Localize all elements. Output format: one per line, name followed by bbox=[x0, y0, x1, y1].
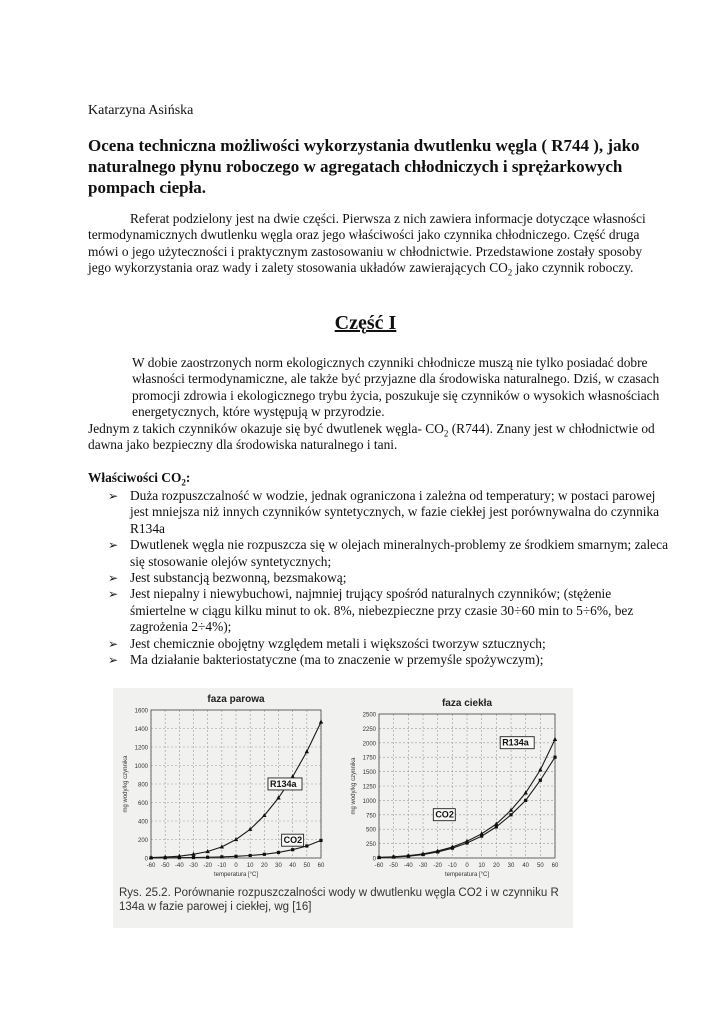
arrow-bullet-icon: ➢ bbox=[108, 571, 119, 586]
list-item bbox=[108, 586, 668, 635]
x-tick-label: -40 bbox=[174, 863, 184, 869]
arrow-bullet-icon: ➢ bbox=[108, 636, 119, 651]
x-tick-label: 20 bbox=[492, 863, 500, 869]
y-tick-label: 800 bbox=[137, 782, 148, 789]
x-tick-label: 60 bbox=[551, 863, 559, 869]
arrow-bullet-icon: ➢ bbox=[108, 489, 119, 503]
intro-paragraph bbox=[88, 211, 668, 277]
intro-tail: jako czynnik roboczy. bbox=[512, 260, 634, 276]
x-tick-label: -30 bbox=[418, 863, 428, 869]
data-point-co2 bbox=[178, 856, 181, 859]
part1-paragraph bbox=[88, 355, 668, 453]
data-point-r134a bbox=[553, 737, 557, 741]
intro-sub: 2 bbox=[507, 267, 513, 278]
list-item bbox=[108, 652, 668, 668]
data-point-co2 bbox=[319, 839, 322, 842]
series-label: R134a bbox=[502, 737, 529, 748]
list-item-text: Jest substancją bezwonną, bezsmakową; bbox=[130, 570, 347, 586]
chart-title: faza parowa bbox=[207, 694, 265, 705]
x-tick-label: -20 bbox=[433, 863, 443, 869]
x-tick-label: 30 bbox=[275, 863, 282, 869]
data-point-co2 bbox=[234, 855, 237, 858]
y-tick-label: 1750 bbox=[362, 755, 376, 762]
chart-title: faza ciekła bbox=[441, 698, 493, 709]
y-tick-label: 1400 bbox=[134, 727, 148, 733]
x-tick-label: -50 bbox=[160, 863, 170, 869]
data-point-co2 bbox=[495, 825, 498, 828]
y-tick-label: 750 bbox=[365, 813, 376, 820]
data-point-co2 bbox=[509, 813, 512, 816]
list-item-text: Jest niepalny i niewybuchowi, najmniej trujący spośród naturalnych czynników; (stężenie śmiertelne w ciągu kilku minut to ok. 8%, niebezpieczne przy czasie 30÷60 min to 5÷6%, bez zagrożenia 2÷4%); bbox=[130, 586, 634, 635]
properties-heading-sub: 2 bbox=[181, 477, 186, 488]
arrow-bullet-icon: ➢ bbox=[108, 653, 119, 668]
series-label: R134a bbox=[270, 778, 297, 789]
y-tick-label: 200 bbox=[137, 838, 148, 844]
y-tick-label: 250 bbox=[365, 842, 376, 849]
y-tick-label: 1000 bbox=[134, 764, 148, 770]
x-tick-label: 10 bbox=[478, 863, 486, 869]
x-axis-label: temperatura [°C] bbox=[213, 872, 259, 878]
part1-line2b: (R744). Znany jest w chłodnictwie od dawna jako bezpieczny dla środowiska naturalnego i tani. bbox=[88, 420, 655, 453]
data-point-co2 bbox=[539, 779, 542, 782]
x-tick-label: -60 bbox=[374, 863, 384, 869]
data-point-co2 bbox=[263, 853, 266, 856]
properties-heading-b: : bbox=[185, 470, 191, 485]
list-item bbox=[108, 537, 668, 570]
data-point-co2 bbox=[465, 841, 468, 844]
y-tick-label: 0 bbox=[144, 856, 148, 863]
part1-line2-sub: 2 bbox=[443, 428, 449, 439]
data-point-co2 bbox=[377, 856, 380, 859]
x-tick-label: -30 bbox=[189, 863, 198, 869]
data-point-co2 bbox=[277, 851, 280, 854]
y-tick-label: 0 bbox=[372, 856, 376, 863]
data-point-r134a bbox=[319, 720, 323, 724]
x-tick-label: 50 bbox=[536, 863, 544, 869]
x-tick-label: -40 bbox=[403, 863, 413, 869]
y-tick-label: 1600 bbox=[134, 708, 148, 715]
document-title: Ocena techniczna możliwości wykorzystania dwutlenku węgla ( R744 ), jako naturalnego płynu roboczego w agregatach chłodniczych i sprężarkowych pompach ciepła. bbox=[88, 136, 640, 197]
x-tick-label: 40 bbox=[522, 863, 530, 869]
solubility-charts bbox=[113, 688, 573, 888]
y-tick-label: 2250 bbox=[362, 726, 376, 733]
properties-list bbox=[108, 488, 668, 668]
properties-heading bbox=[88, 470, 190, 486]
list-item-text: Jest chemicznie obojętny względem metali i większości tworzyw sztucznych; bbox=[130, 635, 546, 651]
intro-text: Referat podzielony jest na dwie części. Pierwsza z nich zawiera informacje dotyczące własności termodynamicznych dwutlenku węgla oraz jego właściwości jako czynnika chłodniczego. Część druga mówi o jego użyteczności i praktycznym zastosowaniu w chłodnictwie. Przedstawione zostały sposoby jego wykorzystania oraz wady i zalety stosowania układów zawierających CO bbox=[88, 211, 646, 276]
data-point-co2 bbox=[164, 856, 167, 859]
list-item bbox=[108, 488, 668, 537]
y-tick-label: 600 bbox=[137, 801, 148, 807]
solubility-figure bbox=[113, 688, 573, 928]
x-axis-label: temperatura [°C] bbox=[444, 872, 490, 878]
data-point-r134a bbox=[538, 767, 542, 771]
part1-line2a: Jednym z takich czynników okazuje się być dwutlenek węgla- CO bbox=[88, 420, 444, 436]
data-point-co2 bbox=[149, 856, 152, 859]
x-tick-label: 30 bbox=[507, 863, 515, 869]
y-tick-label: 2500 bbox=[362, 712, 376, 719]
x-tick-label: 60 bbox=[317, 863, 325, 869]
list-item-text: Duża rozpuszczalność w wodzie, jednak ograniczona i zależna od temperatury; w postaci parowej jest mniejsza niż innych czynników syntetycznych, w fazie ciekłej jest porównywalna do czynnika R134a bbox=[130, 488, 660, 536]
y-tick-label: 2000 bbox=[362, 741, 376, 748]
series-label: CO2 bbox=[283, 835, 303, 846]
arrow-bullet-icon: ➢ bbox=[108, 587, 119, 602]
series-label: CO2 bbox=[435, 809, 454, 820]
y-tick-label: 1200 bbox=[134, 745, 148, 752]
data-point-co2 bbox=[480, 835, 483, 838]
author-name: Katarzyna Asińska bbox=[88, 103, 194, 118]
y-tick-label: 400 bbox=[137, 819, 148, 826]
data-point-co2 bbox=[192, 856, 195, 859]
x-tick-label: -10 bbox=[447, 863, 457, 869]
properties-heading-a: Właściwości CO bbox=[88, 470, 182, 485]
part1-line2 bbox=[88, 421, 668, 454]
data-point-co2 bbox=[305, 844, 308, 847]
part1-line1: W dobie zaostrzonych norm ekologicznych czynniki chłodnicze muszą nie tylko posiadać dobre własności termodynamiczne, ale także być przyjazne dla środowiska naturalnego. Dziś, w czasach promocji zdrowia i ekologicznego trybu życia, poszukuje się czynników o wysokich własnościach energetycznych, które występują w przyrodzie. bbox=[132, 355, 660, 420]
data-point-co2 bbox=[524, 799, 527, 802]
section-heading: Część I bbox=[334, 312, 397, 334]
x-tick-label: 40 bbox=[289, 863, 297, 869]
x-tick-label: 50 bbox=[303, 863, 311, 869]
data-point-co2 bbox=[553, 756, 556, 759]
figure-caption: Rys. 25.2. Porównanie rozpuszczalności wody w dwutlenku węgla CO2 i w czynniku R 134a w fazie parowej i ciekłej, wg [16] bbox=[119, 887, 559, 913]
list-item-text: Dwutlenek węgla nie rozpuszcza się w olejach mineralnych-problemy ze środkiem smarnym; zaleca się stosowanie olejów syntetycznych; bbox=[130, 537, 669, 569]
y-axis-label: mg wody/kg czynnika bbox=[123, 755, 129, 813]
y-tick-label: 1250 bbox=[362, 784, 376, 791]
x-tick-label: -20 bbox=[203, 863, 213, 869]
data-point-co2 bbox=[220, 855, 223, 858]
y-axis-label: mg wody/kg czynnika bbox=[351, 757, 357, 815]
data-point-r134a bbox=[305, 749, 309, 753]
data-point-co2 bbox=[436, 850, 439, 853]
data-point-co2 bbox=[206, 856, 209, 859]
x-tick-label: 0 bbox=[234, 863, 238, 869]
data-point-co2 bbox=[407, 855, 410, 858]
list-item bbox=[108, 570, 668, 586]
data-point-co2 bbox=[249, 854, 252, 857]
x-tick-label: 10 bbox=[246, 863, 254, 869]
y-tick-label: 1000 bbox=[362, 798, 376, 805]
y-tick-label: 1500 bbox=[362, 770, 376, 777]
data-point-co2 bbox=[392, 855, 395, 858]
y-tick-label: 500 bbox=[365, 827, 376, 834]
arrow-bullet-icon: ➢ bbox=[108, 538, 119, 553]
data-point-co2 bbox=[451, 847, 454, 850]
list-item-text: Ma działanie bakteriostatyczne (ma to znaczenie w przemyśle spożywczym); bbox=[130, 652, 544, 668]
data-point-co2 bbox=[291, 848, 294, 851]
x-tick-label: -50 bbox=[389, 863, 399, 869]
x-tick-label: 0 bbox=[465, 863, 469, 869]
x-tick-label: -10 bbox=[217, 863, 227, 869]
list-item bbox=[108, 636, 668, 652]
x-tick-label: 20 bbox=[260, 863, 268, 869]
data-point-co2 bbox=[421, 853, 424, 856]
x-tick-label: -60 bbox=[146, 863, 156, 869]
